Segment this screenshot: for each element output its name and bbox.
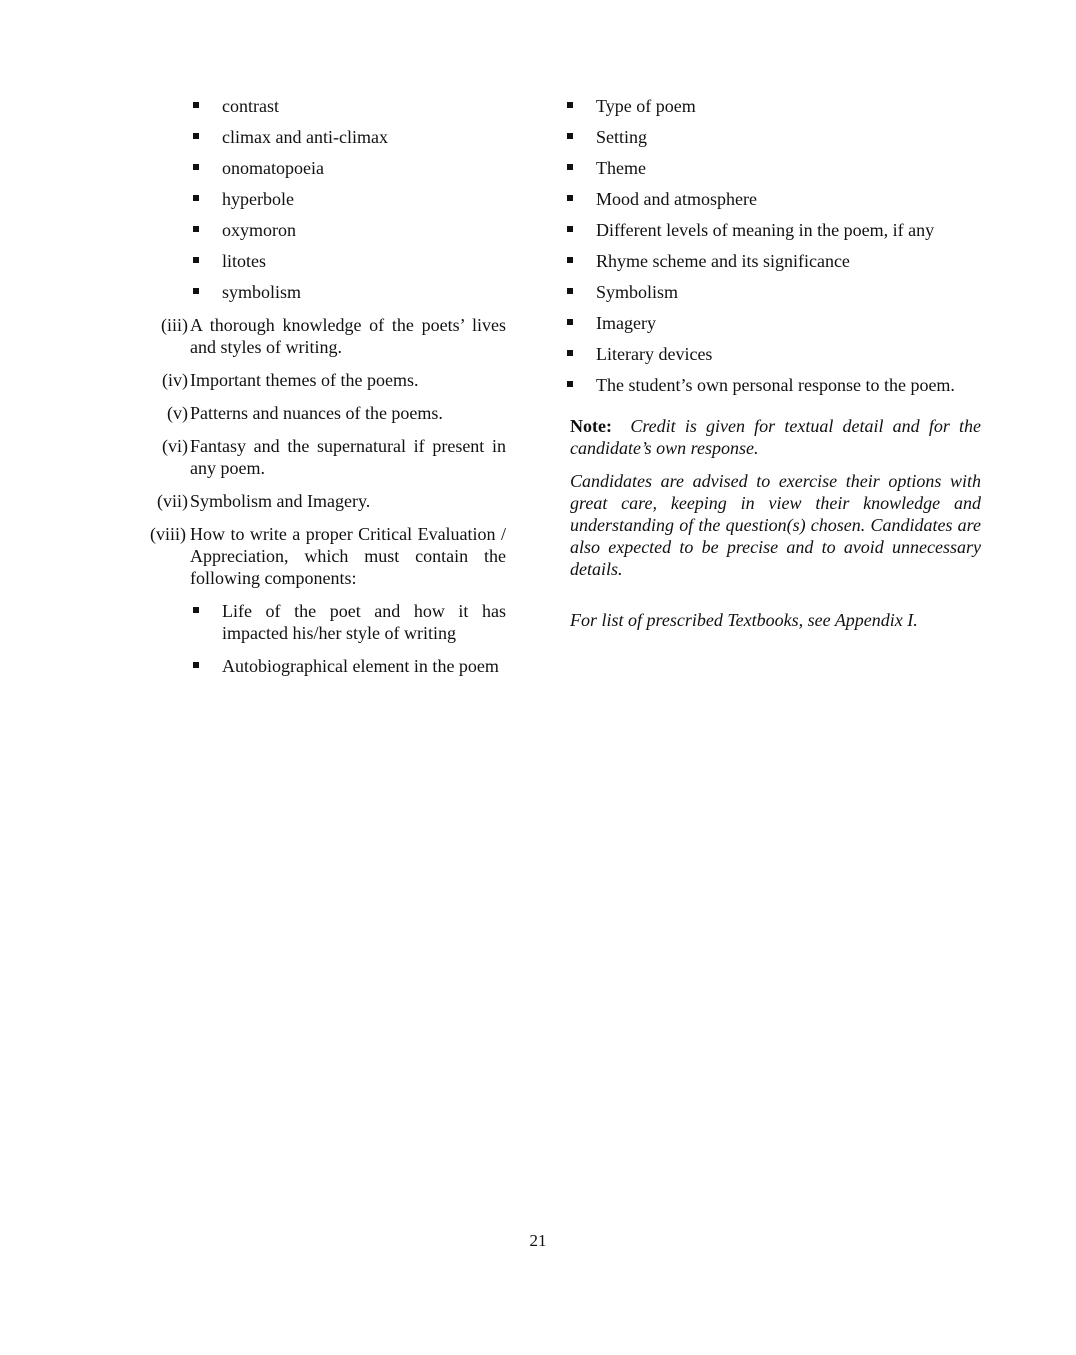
bullet-icon: [193, 607, 199, 613]
bullet-icon: [567, 350, 573, 356]
numbered-item: (iii) A thorough knowledge of the poets’ lives and styles of writing.: [161, 315, 506, 357]
bullet-icon: [193, 257, 199, 263]
bullet-icon: [193, 288, 199, 294]
bullet-icon: [567, 381, 573, 387]
page-number: 21: [529, 1231, 547, 1250]
bullet-icon: [567, 133, 573, 139]
bullet-icon: [567, 288, 573, 294]
bullet-icon: [193, 195, 199, 201]
components-list: [150, 600, 506, 677]
list-item: The student’s own personal response to the poem.: [470, 374, 981, 396]
advice-paragraph: Candidates are advised to exercise their options with great care, keeping in view their knowledge and understanding of the question(s) chosen. Candidates are also expected to be precise and to avoid unnecessary details.: [570, 471, 981, 579]
numbered-item: (viii) How to write a proper Critical Evaluation / Appreciation, which must contain the following components:: [150, 524, 506, 588]
list-item: Type of poem: [470, 95, 981, 117]
list-item: Theme: [470, 157, 981, 179]
bullet-icon: [193, 662, 199, 668]
list-item: oxymoron: [150, 219, 506, 241]
bullet-icon: [567, 226, 573, 232]
bullet-icon: [567, 257, 573, 263]
list-item: contrast: [150, 95, 506, 117]
list-item: Literary devices: [470, 343, 981, 365]
list-item: Imagery: [470, 312, 981, 334]
numbered-item: (iv) Important themes of the poems.: [162, 370, 419, 390]
bullet-icon: [567, 102, 573, 108]
list-item: Mood and atmosphere: [470, 188, 981, 210]
numbered-item: (vi) Fantasy and the supernatural if present in any poem.: [162, 436, 506, 478]
numbered-item: (v) Patterns and nuances of the poems.: [167, 403, 443, 423]
right-column: [570, 95, 981, 642]
note-paragraph: Note: Credit is given for textual detail and for the candidate’s own response.: [570, 416, 981, 458]
bullet-icon: [193, 226, 199, 232]
list-item: Setting: [470, 126, 981, 148]
numbered-item: (vii) Symbolism and Imagery.: [157, 491, 371, 511]
list-item: Life of the poet and how it has impacted his/her style of writing: [150, 600, 506, 644]
list-item: litotes: [150, 250, 506, 272]
list-item: onomatopoeia: [150, 157, 506, 179]
bullet-icon: [567, 164, 573, 170]
list-item: Symbolism: [470, 281, 981, 303]
left-column: [150, 95, 506, 688]
bullet-icon: [193, 102, 199, 108]
list-item: Different levels of meaning in the poem, if any: [470, 219, 981, 241]
list-item: hyperbole: [150, 188, 506, 210]
list-item: Rhyme scheme and its significance: [470, 250, 981, 272]
bullet-icon: [193, 164, 199, 170]
bullet-icon: [193, 133, 199, 139]
list-item: Autobiographical element in the poem: [150, 655, 506, 677]
list-item: symbolism: [150, 281, 506, 303]
list-item: climax and anti-climax: [150, 126, 506, 148]
textbooks-reference: For list of prescribed Textbooks, see Appendix I.: [570, 610, 918, 630]
bullet-icon: [567, 319, 573, 325]
bullet-icon: [567, 195, 573, 201]
